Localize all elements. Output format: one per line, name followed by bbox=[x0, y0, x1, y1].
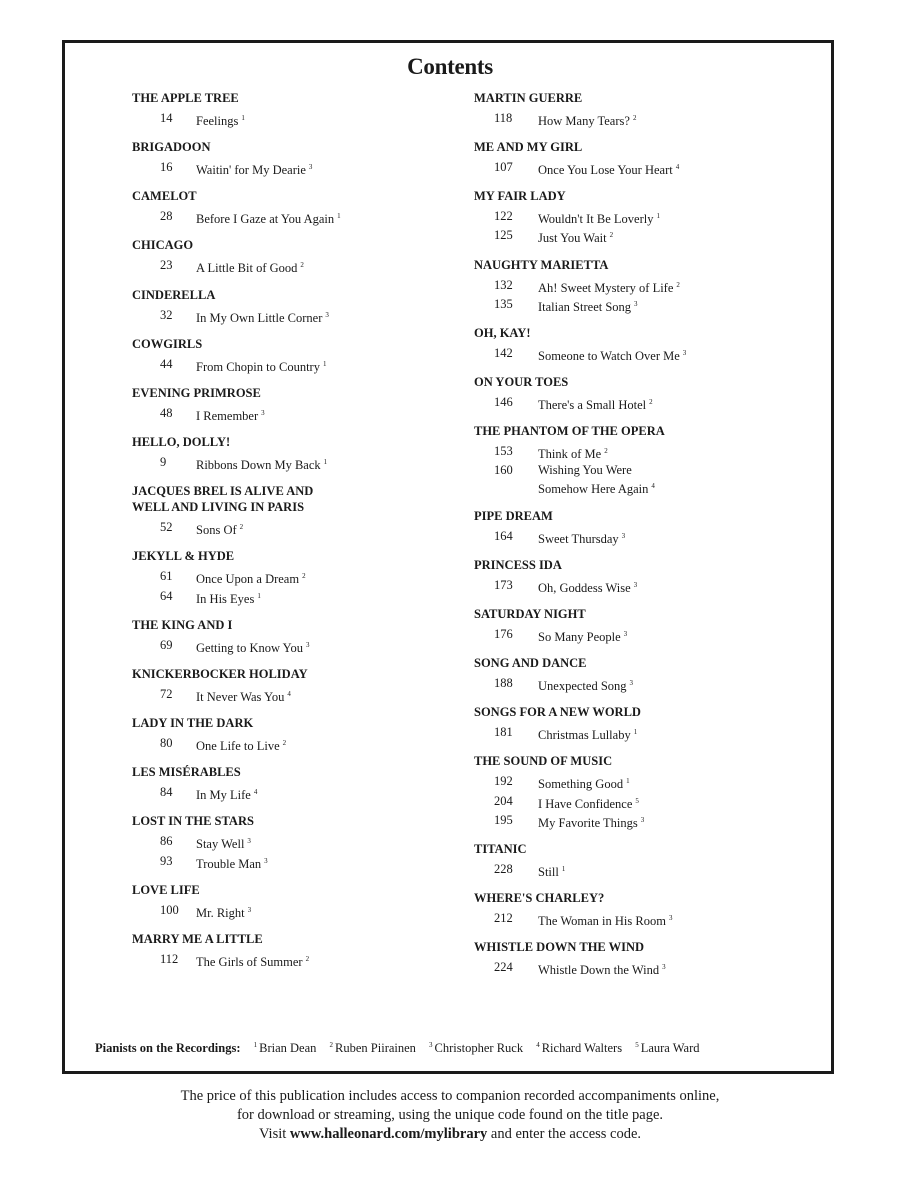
song-title: Oh, Goddess Wise bbox=[538, 580, 631, 595]
pianist-note: 3 bbox=[668, 913, 673, 922]
song-title: How Many Tears? bbox=[538, 114, 630, 129]
show-entry bbox=[132, 287, 452, 326]
song-title: Waitin' for My Dearie bbox=[196, 163, 306, 178]
song-title: Think of Me bbox=[538, 447, 602, 462]
show-entry bbox=[474, 374, 814, 413]
pianist-note: 2 bbox=[609, 231, 614, 240]
pianist-note: 4 bbox=[651, 482, 655, 491]
song-title: Wishing You Were Somehow Here Again bbox=[538, 463, 649, 497]
show-entry bbox=[132, 813, 452, 871]
song-title-wrap bbox=[196, 454, 452, 473]
pianist-note: 1 bbox=[561, 864, 566, 873]
pianist: $^1$ Brian Dean bbox=[253, 1041, 317, 1056]
song-title: I Have Confidence bbox=[538, 796, 633, 811]
pianist-note: 1 bbox=[656, 212, 660, 221]
song-title: There's a Small Hotel bbox=[538, 398, 647, 413]
show-title: THE SOUND OF MUSIC bbox=[474, 754, 613, 769]
song-entry[interactable] bbox=[474, 910, 814, 929]
song-title-wrap bbox=[196, 208, 452, 227]
song-title-wrap bbox=[196, 951, 452, 970]
song-title-wrap bbox=[538, 208, 814, 227]
page-number: 142 bbox=[494, 345, 513, 360]
pianist: $^5$ Laura Ward bbox=[635, 1041, 700, 1056]
show-entry bbox=[132, 483, 452, 538]
song-title: Sweet Thursday bbox=[538, 531, 619, 546]
show-title: NAUGHTY MARIETTA bbox=[474, 257, 609, 272]
show-entry bbox=[132, 336, 452, 375]
show-entry bbox=[474, 188, 814, 246]
show-title: SONG AND DANCE bbox=[474, 656, 587, 671]
show-entry bbox=[132, 237, 452, 276]
show-title: WHERE'S CHARLEY? bbox=[474, 890, 605, 905]
pianists-credits bbox=[95, 1041, 700, 1056]
show-entry bbox=[474, 508, 814, 547]
pianist-note: 4 bbox=[675, 163, 680, 172]
show-entry bbox=[474, 841, 814, 880]
page-number: 204 bbox=[494, 793, 513, 808]
page-number: 84 bbox=[160, 785, 173, 800]
song-entry[interactable] bbox=[474, 443, 814, 462]
show-title: CAMELOT bbox=[132, 189, 197, 204]
song-entry[interactable] bbox=[132, 784, 452, 803]
page-number: 112 bbox=[160, 951, 179, 966]
song-title-wrap bbox=[538, 443, 814, 462]
pianist-note: 4 bbox=[287, 689, 291, 698]
song-entry[interactable] bbox=[132, 951, 452, 970]
song-entry[interactable] bbox=[474, 277, 814, 296]
song-title: Ah! Sweet Mystery of Life bbox=[538, 280, 674, 295]
song-title-wrap bbox=[196, 784, 452, 803]
pianist-note: 2 bbox=[604, 447, 608, 456]
show-title: BRIGADOON bbox=[132, 140, 211, 155]
song-entry[interactable] bbox=[474, 208, 814, 227]
song-title: Italian Street Song bbox=[538, 299, 632, 314]
song-entry[interactable] bbox=[474, 675, 814, 694]
song-title: Feelings bbox=[196, 114, 239, 129]
pianist-note: 2 bbox=[676, 280, 680, 289]
page-number: 188 bbox=[494, 676, 513, 691]
footer-line: The price of this publication includes access to companion recorded accompaniments online, bbox=[180, 1088, 720, 1104]
song-title: The Woman in His Room bbox=[538, 914, 666, 929]
song-entry[interactable] bbox=[132, 454, 452, 473]
song-title-wrap bbox=[538, 159, 814, 178]
pianist-note: 2 bbox=[282, 739, 287, 748]
page-number: 69 bbox=[160, 637, 173, 652]
song-title: It Never Was You bbox=[196, 690, 285, 705]
pianist-note: 1 bbox=[322, 359, 327, 368]
song-entry[interactable] bbox=[474, 626, 814, 645]
song-title-wrap bbox=[196, 307, 452, 326]
song-title-wrap bbox=[196, 637, 452, 656]
song-title: The Girls of Summer bbox=[196, 954, 303, 969]
pianist: $^4$ Richard Walters bbox=[536, 1041, 623, 1056]
show-entry bbox=[474, 655, 814, 694]
song-entry[interactable] bbox=[474, 959, 814, 978]
song-entry[interactable] bbox=[474, 528, 814, 547]
pianist: $^2$ Ruben Piirainen bbox=[329, 1041, 416, 1056]
song-title-wrap bbox=[196, 159, 452, 178]
pianist-note: 1 bbox=[323, 458, 328, 467]
pianist-note: 3 bbox=[634, 299, 638, 308]
show-entry bbox=[132, 188, 452, 227]
page-number: 135 bbox=[494, 296, 513, 311]
show-entry bbox=[474, 890, 814, 929]
show-title: ME AND MY GIRL bbox=[474, 140, 583, 155]
song-title: Once You Lose Your Heart bbox=[538, 163, 673, 178]
show-title: SATURDAY NIGHT bbox=[474, 606, 586, 621]
song-title: Just You Wait bbox=[538, 231, 607, 246]
song-title-wrap bbox=[538, 577, 814, 596]
pianist-note: 3 bbox=[629, 679, 634, 688]
pianist-note: 2 bbox=[632, 114, 637, 122]
show-entry bbox=[474, 704, 814, 743]
pianist-note: 3 bbox=[305, 640, 310, 649]
song-title: In His Eyes bbox=[196, 591, 255, 606]
song-title-wrap bbox=[538, 773, 814, 792]
song-title: My Favorite Things bbox=[538, 815, 638, 830]
show-entry bbox=[474, 423, 814, 497]
song-title: In My Life bbox=[196, 788, 251, 803]
show-entry bbox=[132, 931, 452, 970]
show-entry bbox=[132, 548, 452, 606]
show-title: PIPE DREAM bbox=[474, 508, 553, 523]
access-note bbox=[0, 1087, 900, 1144]
show-title: WHISTLE DOWN THE WIND bbox=[474, 940, 645, 955]
song-title-wrap bbox=[196, 519, 452, 538]
song-entry[interactable] bbox=[132, 405, 452, 424]
song-entry[interactable] bbox=[132, 833, 452, 852]
song-entry[interactable] bbox=[132, 110, 452, 129]
pianist-note: 3 bbox=[247, 905, 252, 914]
show-entry bbox=[132, 434, 452, 473]
show-entry bbox=[474, 557, 814, 596]
pianist-note: 3 bbox=[325, 310, 329, 319]
song-title: Unexpected Song bbox=[538, 679, 627, 694]
song-entry[interactable] bbox=[132, 257, 452, 276]
page-number: 44 bbox=[160, 356, 173, 371]
song-title-wrap bbox=[196, 110, 452, 129]
pianist-note: 2 bbox=[302, 572, 306, 581]
song-title-wrap bbox=[538, 812, 814, 831]
song-title-wrap bbox=[196, 902, 452, 921]
page-number: 125 bbox=[494, 228, 513, 243]
pianist-note: 3 bbox=[662, 963, 666, 972]
pianist: $^3$ Christopher Ruck bbox=[429, 1041, 524, 1056]
song-title: In My Own Little Corner bbox=[196, 310, 323, 325]
song-title: Trouble Man bbox=[196, 856, 262, 871]
show-entry bbox=[474, 753, 814, 830]
pianist-note: 3 bbox=[623, 629, 628, 638]
song-entry[interactable] bbox=[474, 577, 814, 596]
show-title: MARRY ME A LITTLE bbox=[132, 931, 263, 946]
song-title-wrap bbox=[538, 959, 814, 978]
song-title: So Many People bbox=[538, 630, 621, 645]
show-title: THE PHANTOM OF THE OPERA bbox=[474, 424, 665, 439]
song-title-wrap bbox=[196, 833, 452, 852]
page-number: 80 bbox=[160, 736, 173, 751]
library-link[interactable]: www.halleonard.com/mylibrary bbox=[289, 1126, 488, 1142]
song-title-wrap bbox=[196, 405, 452, 424]
song-entry[interactable] bbox=[132, 208, 452, 227]
page-number: 118 bbox=[494, 111, 513, 125]
page-number: 122 bbox=[494, 209, 513, 224]
pianist-note: 2 bbox=[300, 261, 304, 270]
song-title: Still bbox=[538, 864, 559, 879]
show-title: JACQUES BREL IS ALIVE AND WELL AND LIVING IN PARIS bbox=[132, 484, 314, 515]
page-number: 9 bbox=[160, 455, 167, 470]
show-title: LOST IN THE STARS bbox=[132, 814, 254, 829]
song-entry[interactable] bbox=[474, 159, 814, 178]
song-title: Christmas Lullaby bbox=[538, 728, 631, 743]
song-title: Getting to Know You bbox=[196, 640, 303, 655]
show-title: LADY IN THE DARK bbox=[132, 716, 254, 731]
show-entry bbox=[132, 617, 452, 656]
page-number: 228 bbox=[494, 861, 513, 876]
song-title-wrap bbox=[196, 568, 452, 587]
show-entry bbox=[474, 939, 814, 978]
song-title-wrap bbox=[538, 675, 814, 694]
page-number: 181 bbox=[494, 725, 513, 740]
song-title: I Remember bbox=[196, 409, 259, 424]
song-title-wrap bbox=[538, 277, 814, 296]
footer-line: Visit www.halleonard.com/mylibrary and enter the access code. bbox=[258, 1126, 642, 1142]
pianist-note: 3 bbox=[633, 580, 638, 589]
song-title-wrap bbox=[196, 588, 452, 607]
page-number: 173 bbox=[494, 577, 513, 592]
page-number: 86 bbox=[160, 834, 173, 849]
song-title: Sons Of bbox=[196, 523, 237, 538]
page-number: 224 bbox=[494, 960, 513, 975]
show-entry bbox=[474, 257, 814, 315]
show-title: JEKYLL & HYDE bbox=[132, 549, 235, 564]
song-entry[interactable] bbox=[474, 861, 814, 880]
pianist-note: 3 bbox=[247, 837, 251, 846]
song-title-wrap bbox=[196, 356, 452, 375]
song-title-wrap bbox=[538, 345, 814, 364]
song-entry[interactable] bbox=[474, 462, 814, 497]
page-number: 107 bbox=[494, 160, 513, 175]
show-entry bbox=[474, 325, 814, 364]
page-number: 52 bbox=[160, 520, 173, 535]
show-title: CINDERELLA bbox=[132, 287, 216, 302]
page-number: 14 bbox=[160, 111, 173, 125]
show-title: LES MISÉRABLES bbox=[132, 765, 241, 780]
song-entry[interactable] bbox=[132, 568, 452, 587]
song-title: Once Upon a Dream bbox=[196, 572, 300, 587]
song-entry[interactable] bbox=[132, 637, 452, 656]
page-number: 212 bbox=[494, 910, 513, 925]
song-entry[interactable] bbox=[132, 686, 452, 705]
song-entry[interactable] bbox=[474, 296, 814, 315]
page-number: 153 bbox=[494, 444, 513, 459]
song-title: One Life to Live bbox=[196, 739, 280, 754]
show-title: THE KING AND I bbox=[132, 617, 233, 632]
song-entry[interactable] bbox=[132, 853, 452, 872]
show-title: HELLO, DOLLY! bbox=[132, 435, 231, 450]
song-title: Ribbons Down My Back bbox=[196, 458, 321, 473]
song-entry[interactable] bbox=[474, 227, 814, 246]
page-number: 61 bbox=[160, 569, 173, 584]
song-entry[interactable] bbox=[474, 773, 814, 792]
pianist-note: 3 bbox=[261, 408, 265, 417]
show-entry bbox=[132, 764, 452, 803]
show-title: KNICKERBOCKER HOLIDAY bbox=[132, 666, 308, 681]
show-title: PRINCESS IDA bbox=[474, 557, 562, 572]
song-entry[interactable] bbox=[132, 356, 452, 375]
page-number: 23 bbox=[160, 258, 173, 273]
page-number: 32 bbox=[160, 307, 173, 322]
show-title: SONGS FOR A NEW WORLD bbox=[474, 705, 641, 720]
song-title: A Little Bit of Good bbox=[196, 261, 298, 276]
show-entry bbox=[132, 90, 452, 129]
show-entry bbox=[474, 139, 814, 178]
song-entry[interactable] bbox=[132, 902, 452, 921]
pianist-note: 5 bbox=[635, 796, 639, 805]
page-number: 100 bbox=[160, 902, 179, 917]
pianist-note: 3 bbox=[264, 856, 268, 865]
song-entry[interactable] bbox=[132, 159, 452, 178]
song-title-wrap bbox=[538, 227, 814, 246]
song-title-wrap bbox=[538, 724, 814, 743]
show-title: THE APPLE TREE bbox=[132, 91, 239, 105]
song-title: Mr. Right bbox=[196, 905, 245, 920]
song-title-wrap bbox=[538, 394, 814, 413]
song-title-wrap bbox=[538, 861, 814, 880]
pianist-note: 2 bbox=[239, 523, 244, 532]
song-entry[interactable] bbox=[132, 519, 452, 538]
page-title: Contents bbox=[407, 54, 493, 79]
show-entry bbox=[132, 666, 452, 705]
song-entry[interactable] bbox=[474, 724, 814, 743]
song-entry[interactable] bbox=[474, 394, 814, 413]
song-title: Wouldn't It Be Loverly bbox=[538, 212, 654, 227]
song-entry[interactable] bbox=[474, 812, 814, 831]
song-title-wrap bbox=[196, 853, 452, 872]
song-title-wrap bbox=[538, 793, 814, 812]
pianists-label: Pianists on the Recordings: bbox=[95, 1041, 241, 1056]
song-title-wrap bbox=[538, 910, 814, 929]
show-title: MARTIN GUERRE bbox=[474, 91, 583, 105]
song-entry[interactable] bbox=[474, 345, 814, 364]
song-title: Before I Gaze at You Again bbox=[196, 212, 335, 227]
pianist-note: 3 bbox=[621, 531, 626, 540]
pianist-note: 1 bbox=[633, 728, 638, 737]
show-title: LOVE LIFE bbox=[132, 882, 200, 897]
pianist-note: 3 bbox=[308, 163, 313, 172]
song-title-wrap bbox=[538, 462, 814, 497]
page-number: 28 bbox=[160, 209, 173, 224]
song-title: From Chopin to Country bbox=[196, 359, 320, 374]
page-number: 192 bbox=[494, 774, 513, 789]
show-entry bbox=[474, 90, 814, 129]
song-title: Something Good bbox=[538, 777, 624, 792]
page-number: 164 bbox=[494, 528, 513, 543]
show-title: EVENING PRIMROSE bbox=[132, 385, 261, 400]
pianist-note: 3 bbox=[682, 348, 687, 357]
pianist-note: 3 bbox=[640, 815, 645, 824]
song-entry[interactable] bbox=[474, 793, 814, 812]
show-entry bbox=[132, 385, 452, 424]
page-number: 48 bbox=[160, 405, 173, 420]
show-entry bbox=[132, 139, 452, 178]
show-title: CHICAGO bbox=[132, 238, 194, 253]
pianist-note: 1 bbox=[337, 212, 341, 221]
pianist-note: 1 bbox=[241, 114, 245, 122]
song-title-wrap bbox=[538, 296, 814, 315]
song-entry[interactable] bbox=[132, 588, 452, 607]
show-entry bbox=[132, 715, 452, 754]
show-title: ON YOUR TOES bbox=[474, 375, 569, 390]
pianist-note: 2 bbox=[305, 954, 310, 963]
song-entry[interactable] bbox=[132, 307, 452, 326]
show-title: TITANIC bbox=[474, 841, 527, 856]
show-entry bbox=[132, 882, 452, 921]
right-column bbox=[474, 90, 814, 988]
song-title: Someone to Watch Over Me bbox=[538, 349, 680, 364]
pianist-note: 1 bbox=[626, 777, 630, 786]
page-number: 160 bbox=[494, 463, 513, 478]
footer-line: for download or streaming, using the unique code found on the title page. bbox=[236, 1107, 664, 1123]
left-column bbox=[132, 90, 452, 980]
song-title-wrap bbox=[196, 257, 452, 276]
song-title-wrap bbox=[538, 110, 814, 129]
show-title: OH, KAY! bbox=[474, 325, 531, 340]
song-entry[interactable] bbox=[132, 735, 452, 754]
page-number: 176 bbox=[494, 626, 513, 641]
song-title-wrap bbox=[538, 626, 814, 645]
song-title: Stay Well bbox=[196, 837, 245, 852]
page-number: 195 bbox=[494, 812, 513, 827]
page-number: 64 bbox=[160, 588, 173, 603]
show-title: COWGIRLS bbox=[132, 336, 203, 351]
page-number: 16 bbox=[160, 160, 173, 175]
song-title-wrap bbox=[538, 528, 814, 547]
pianist-note: 2 bbox=[649, 398, 653, 407]
page-number: 93 bbox=[160, 853, 173, 868]
pianist-note: 1 bbox=[257, 591, 261, 600]
show-entry bbox=[474, 606, 814, 645]
page-number: 132 bbox=[494, 277, 513, 292]
page-number: 146 bbox=[494, 395, 513, 410]
song-title-wrap bbox=[196, 686, 452, 705]
song-title: Whistle Down the Wind bbox=[538, 963, 660, 978]
show-title: MY FAIR LADY bbox=[474, 189, 566, 204]
page-number: 72 bbox=[160, 686, 173, 701]
pianist-note: 4 bbox=[253, 788, 258, 797]
song-entry[interactable] bbox=[474, 110, 814, 129]
song-title-wrap bbox=[196, 735, 452, 754]
